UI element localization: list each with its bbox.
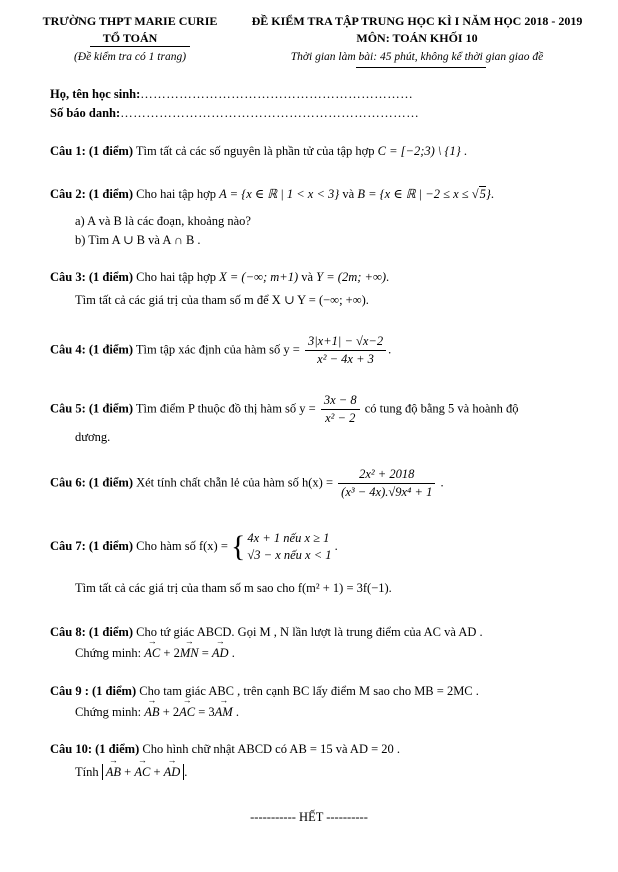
question-4-label: Câu 4: (1 điểm): [50, 342, 133, 357]
end-marker: ----------- HẾT ----------: [250, 810, 368, 824]
question-10-line2: [75, 765, 187, 780]
student-name-dots: ………………………………………………………: [140, 87, 414, 101]
question-3-set-y: Y = (2m; +∞): [316, 270, 387, 284]
question-4: [50, 334, 391, 367]
question-3: [50, 270, 389, 285]
question-8-prove-label: Chứng minh:: [75, 646, 145, 660]
question-7-cases: [247, 530, 331, 564]
question-8-vector-2: → MN: [180, 646, 199, 661]
question-9: [50, 684, 479, 699]
question-5-tail: có tung độ bằng 5 và hoành độ: [361, 401, 519, 416]
question-7-line2: Tìm tất cả các giá trị của tham số m sao cho f(m² + 1) = 3f(−1).: [75, 581, 392, 595]
question-3-text: Cho hai tập hợp: [132, 270, 220, 284]
question-2-set-b-close: }: [485, 187, 491, 201]
question-5-label: Câu 5: (1 điểm): [50, 401, 133, 416]
question-4-text: Tìm tập xác định của hàm số y =: [132, 342, 303, 357]
question-6-tail: .: [437, 475, 444, 490]
question-6-text: Xét tính chất chẵn lẻ của hàm số h(x) =: [132, 475, 337, 490]
student-id-label: Số báo danh:: [50, 106, 121, 120]
question-2-set-b: B = {x ∈ ℝ | −2 ≤ x ≤: [357, 187, 472, 201]
question-6: [50, 467, 444, 500]
question-8-label: Câu 8: (1 điểm): [50, 625, 133, 639]
question-10-plus-1: +: [121, 765, 135, 779]
subject-title: MÔN: TOÁN KHỐI 10: [356, 31, 478, 45]
question-5-denominator: x² − 2: [325, 411, 356, 425]
question-8-vector-3: → AD: [212, 646, 229, 661]
question-5: [50, 393, 519, 426]
department-name: TỔ TOÁN: [102, 31, 158, 45]
question-9-vector-3: → AM: [215, 705, 233, 720]
question-5-numerator: 3x − 8: [321, 393, 360, 410]
question-2-root: 5: [479, 187, 486, 201]
student-name-label: Họ, tên học sinh:: [50, 87, 141, 101]
question-9-tail: .: [232, 705, 239, 719]
question-4-denominator: x² − 4x + 3: [317, 352, 374, 366]
school-name: TRƯỜNG THPT MARIE CURIE: [42, 14, 218, 28]
student-name-field: [50, 87, 413, 102]
question-5-fraction: [321, 393, 360, 426]
question-7: [50, 530, 338, 564]
question-4-fraction: [305, 334, 386, 367]
question-8-plus: + 2: [160, 646, 180, 660]
question-6-numerator: 2x² + 2018: [338, 467, 435, 484]
question-7-brace: {: [231, 530, 246, 563]
question-7-label: Câu 7: (1 điểm): [50, 538, 133, 553]
time-underline: [356, 67, 486, 68]
question-1-math: C = [−2;3) \ {1}: [377, 144, 461, 158]
question-9-prove-label: Chứng minh:: [75, 705, 145, 719]
question-5-line2: dương.: [75, 430, 111, 444]
question-10-vector-2: → AC: [134, 765, 150, 780]
question-8-text: Cho tứ giác ABCD. Gọi M , N lần lượt là trung điểm của AC và AD .: [132, 625, 483, 639]
question-7-case-1: 4x + 1 nếu x ≥ 1: [247, 531, 330, 545]
question-9-plus: + 2: [159, 705, 180, 719]
question-8-line2: [75, 646, 235, 661]
question-3-label: Câu 3: (1 điểm): [50, 270, 133, 284]
question-10-vector-1: → AB: [106, 765, 121, 780]
question-1: [50, 144, 467, 159]
question-6-denominator: (x³ − 4x).√9x⁴ + 1: [341, 485, 433, 499]
question-4-numerator: 3|x+1| − √x−2: [305, 334, 386, 351]
department-underline: [90, 46, 190, 47]
question-7-tail: .: [331, 538, 338, 553]
question-2-tail: .: [490, 187, 494, 201]
question-2a: a) A và B là các đoạn, khoảng nào?: [75, 214, 251, 228]
question-7-case-2: √3 − x nếu x < 1: [247, 548, 332, 562]
exam-title: ĐỀ KIỂM TRA TẬP TRUNG HỌC KÌ I NĂM HỌC 2018 - 2019: [251, 14, 583, 28]
question-10-magnitude: [102, 764, 188, 780]
question-10: [50, 742, 400, 757]
question-10-compute-label: Tính: [75, 765, 102, 779]
question-8-tail: .: [228, 646, 235, 660]
question-2b: b) Tìm A ∪ B và A ∩ B .: [75, 233, 201, 247]
pages-note: (Đề kiểm tra có 1 trang): [73, 51, 187, 63]
question-6-fraction: [338, 467, 435, 500]
question-1-label: Câu 1: (1 điểm): [50, 144, 133, 158]
question-2-set-a: A = {x ∈ ℝ | 1 < x < 3}: [219, 187, 340, 201]
question-10-vector-3: → AD: [164, 765, 181, 780]
question-9-line2: [75, 705, 239, 720]
question-3-and: và: [298, 270, 317, 284]
student-id-dots: ……………………………………………………………: [120, 106, 420, 120]
question-2-label: Câu 2: (1 điểm): [50, 187, 133, 201]
question-2-text: Cho hai tập hợp: [132, 187, 220, 201]
question-7-text: Cho hàm số f(x) =: [132, 538, 231, 553]
question-8-vector-1: → AC: [144, 646, 160, 661]
question-5-text: Tìm điểm P thuộc đồ thị hàm số y =: [132, 401, 319, 416]
question-9-equals: = 3: [195, 705, 215, 719]
question-3-set-x: X = (−∞; m+1): [219, 270, 299, 284]
question-9-label: Câu 9 : (1 điểm): [50, 684, 137, 698]
question-4-tail: .: [388, 342, 392, 357]
question-10-label: Câu 10: (1 điểm): [50, 742, 140, 756]
question-1-tail: .: [460, 144, 468, 158]
question-3-tail: .: [386, 270, 390, 284]
question-9-vector-2: → AC: [179, 705, 195, 720]
question-8-equals: =: [198, 646, 212, 660]
question-2-and: và: [339, 187, 358, 201]
time-note: Thời gian làm bài: 45 phút, không kể thời gian giao đề: [290, 51, 544, 63]
question-10-plus-2: +: [150, 765, 164, 779]
question-8: [50, 625, 483, 640]
student-id-field: [50, 106, 419, 121]
question-9-text: Cho tam giác ABC , trên cạnh BC lấy điểm M sao cho MB = 2MC .: [136, 684, 479, 698]
question-3-line2: Tìm tất cả các giá trị của tham số m để X ∪ Y = (−∞; +∞).: [75, 293, 369, 307]
question-10-text: Cho hình chữ nhật ABCD có AB = 15 và AD = 20 .: [139, 742, 401, 756]
question-6-label: Câu 6: (1 điểm): [50, 475, 133, 490]
question-10-tail: .: [184, 765, 188, 779]
question-9-vector-1: → AB: [144, 705, 159, 720]
question-1-text: Tìm tất cả các số nguyên là phần tử của tập hợp: [132, 144, 378, 158]
question-2: Câu 2: (1 điểm) Cho hai tập hợp A = {x ∈ ℝ | 1 < x < 3} và B = {x ∈ ℝ | −2 ≤ x ≤ √5}.: [50, 187, 494, 201]
